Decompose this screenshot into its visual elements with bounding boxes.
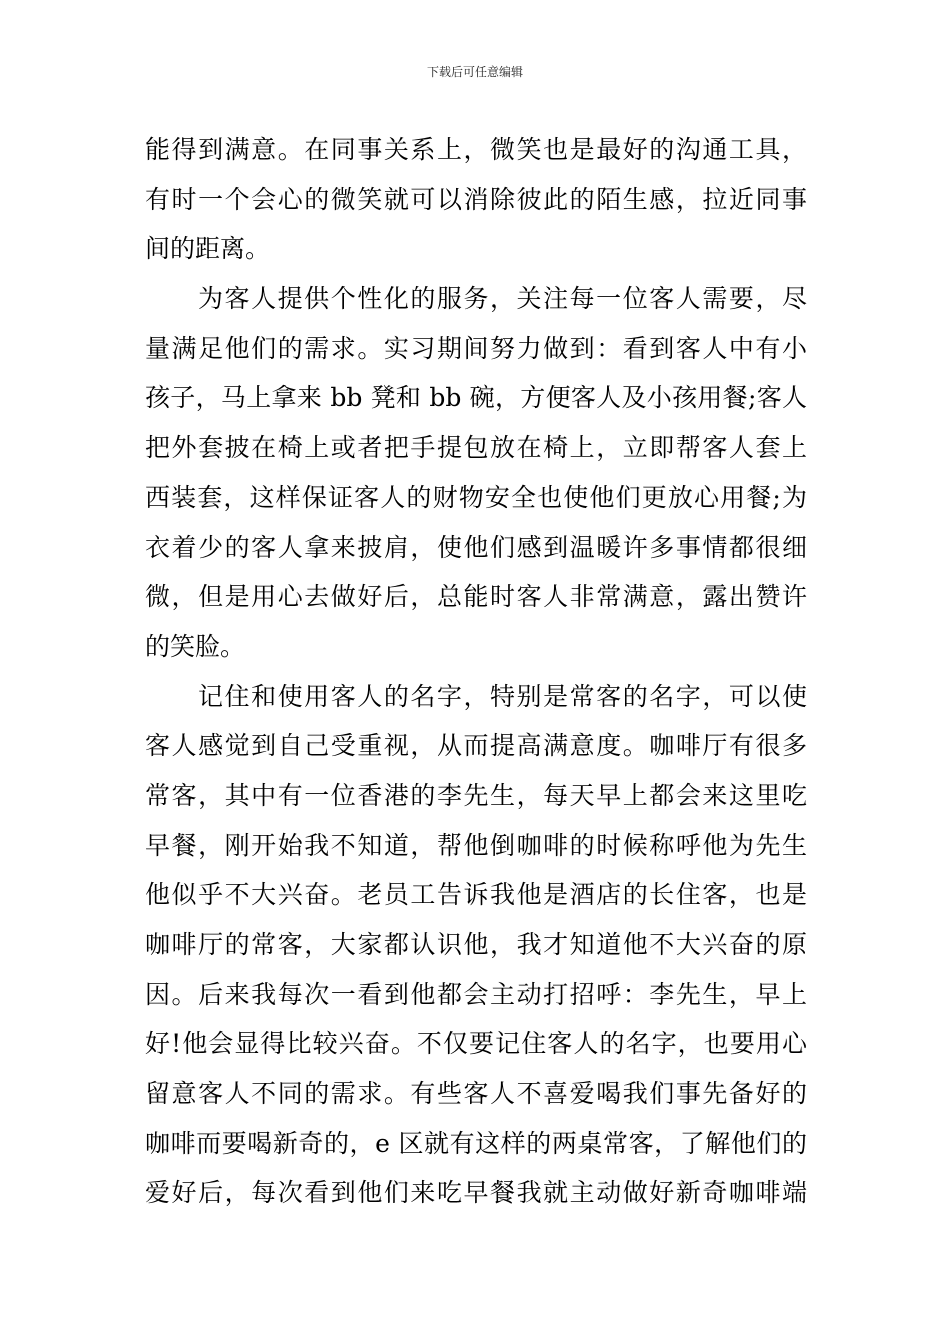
text-line: 他似乎不大兴奋。老员工告诉我他是酒店的长住客，也是 [145,880,807,910]
text-line: 为客人提供个性化的服务，关注每一位客人需要，尽 [198,284,807,314]
text-line: 因。后来我每次一看到他都会主动打招呼：李先生，早上 [145,979,807,1009]
text-line: 留意客人不同的需求。有些客人不喜爱喝我们事先备好的 [145,1079,807,1109]
text-line: 爱好后，每次看到他们来吃早餐我就主动做好新奇咖啡端 [145,1178,807,1208]
text-line: 量满足他们的需求。实习期间努力做到：看到客人中有小 [145,333,807,363]
text-line: 好!他会显得比较兴奋。不仅要记住客人的名字，也要用心 [145,1029,807,1059]
text-line: 客人感觉到自己受重视，从而提高满意度。咖啡厅有很多 [145,731,807,761]
text-line: 咖啡而要喝新奇的，e 区就有这样的两桌常客，了解他们的 [145,1128,807,1158]
page-header: 下载后可任意编辑 [426,65,523,79]
text-line: 衣着少的客人拿来披肩，使他们感到温暖许多事情都很细 [145,532,807,562]
text-line: 常客，其中有一位香港的李先生，每天早上都会来这里吃 [145,780,807,810]
text-line: 把外套披在椅上或者把手提包放在椅上，立即帮客人套上 [145,433,807,463]
text-line: 能得到满意。在同事关系上，微笑也是最好的沟通工具， [145,135,807,164]
text-line: 的笑脸。 [145,631,246,661]
text-line: 孩子，马上拿来 bb 凳和 bb 碗，方便客人及小孩用餐;客人 [145,383,807,413]
text-line: 间的距离。 [145,234,271,264]
text-line: 西装套，这样保证客人的财物安全也使他们更放心用餐;为 [145,482,807,512]
text-line: 咖啡厅的常客，大家都认识他，我才知道他不大兴奋的原 [145,930,807,959]
text-line: 有时一个会心的微笑就可以消除彼此的陌生感，拉近同事 [145,184,807,214]
document-body [145,125,807,1218]
text-line: 微，但是用心去做好后，总能时客人非常满意，露出赞许 [145,582,807,612]
text-line: 记住和使用客人的名字，特别是常客的名字，可以使 [198,681,807,711]
text-line: 早餐，刚开始我不知道，帮他倒咖啡的时候称呼他为先生 [145,830,807,860]
